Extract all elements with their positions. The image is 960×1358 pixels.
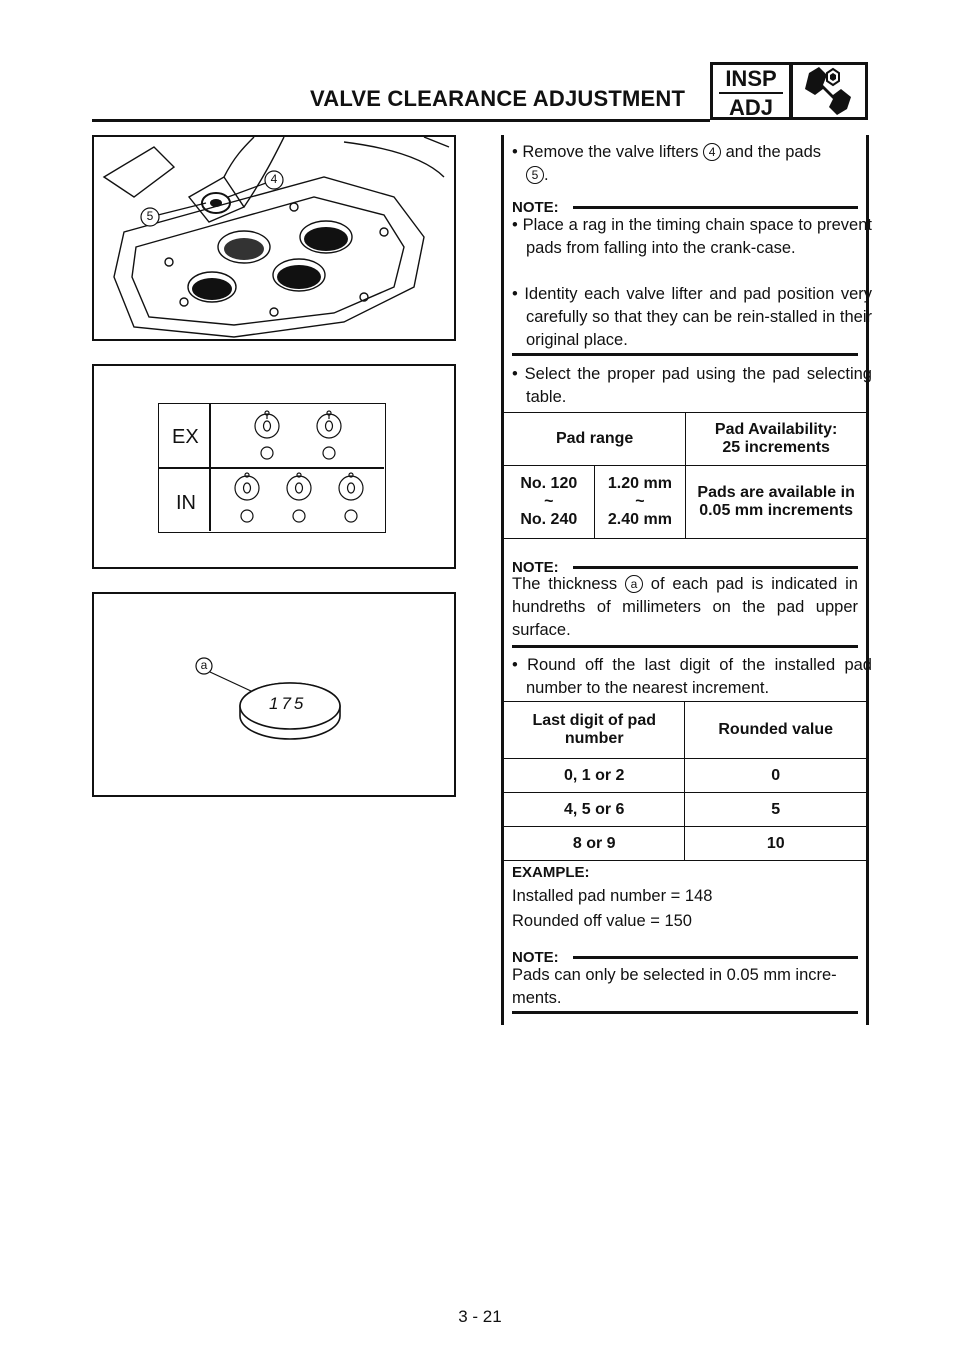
note-thickness-text: The thickness a of each pad is indicated in hundreths of millimeters on the pad upper surface. xyxy=(512,575,858,639)
wrench-icon xyxy=(790,62,868,120)
table-cell-thickness-range: 1.20 mm ~ 2.40 mm xyxy=(594,466,686,539)
step-round-off: • Round off the last digit of the installed pad number to the nearest increment. xyxy=(512,656,872,697)
intake-row-label: IN xyxy=(176,492,196,514)
tab-label-insp: INSP xyxy=(719,67,783,94)
note-end-rule xyxy=(512,645,858,648)
page-title: VALVE CLEARANCE ADJUSTMENT xyxy=(310,86,686,111)
note-heading: NOTE: xyxy=(512,559,858,576)
tab-label-adj: ADJ xyxy=(728,95,773,120)
ref-5: 5 xyxy=(526,166,544,184)
example-label: EXAMPLE: xyxy=(512,864,590,881)
cylinder-head-illustration xyxy=(94,137,454,339)
table-row: 8 or 9 10 xyxy=(504,827,867,861)
table-header-last-digit: Last digit of pad number xyxy=(504,702,685,759)
table-header-pad-range: Pad range xyxy=(504,413,686,466)
note-heading: NOTE: xyxy=(512,949,858,966)
valve-positions-illustration xyxy=(211,406,383,530)
pad-number: 175 xyxy=(269,694,307,713)
column-rule-left xyxy=(501,135,504,1025)
table-header-availability: Pad Availability: 25 increments xyxy=(686,413,867,466)
table-cell-pad-number-range: No. 120 ~ No. 240 xyxy=(504,466,595,539)
rounding-table xyxy=(503,701,867,861)
step-remove-lifters: • Remove the valve lifters 4 and the pads 5 . xyxy=(512,143,822,184)
pad-position-figure xyxy=(92,364,456,569)
table-row: 4, 5 or 6 5 xyxy=(504,793,867,827)
note-end-rule xyxy=(512,1011,858,1014)
example-line-installed: Installed pad number = 148 xyxy=(512,887,713,905)
callout-a: a xyxy=(200,658,208,672)
example-line-rounded: Rounded off value = 150 xyxy=(512,912,692,930)
callout-5: 5 xyxy=(146,209,154,223)
page-number: 3 - 21 xyxy=(458,1307,502,1326)
ref-a: a xyxy=(625,575,643,593)
header-rule xyxy=(92,119,710,122)
pad-thickness-figure xyxy=(92,592,456,797)
pad-range-table xyxy=(503,412,867,539)
table-cell-increment: Pads are available in 0.05 mm increments xyxy=(686,466,867,539)
exhaust-row-label: EX xyxy=(172,426,199,448)
step-select-pad: • Select the proper pad using the pad selecting table. xyxy=(512,365,872,406)
note-end-rule xyxy=(512,353,858,356)
note-heading: NOTE: xyxy=(512,199,858,216)
callout-4: 4 xyxy=(270,172,278,186)
section-tab xyxy=(710,62,792,120)
table-row: 0, 1 or 2 0 xyxy=(504,759,867,793)
note-item-rag: • Place a rag in the timing chain space to prevent pads from falling into the crank-case. xyxy=(512,216,872,257)
ref-4: 4 xyxy=(703,143,721,161)
pad-position-grid xyxy=(158,403,386,533)
note-increment-text: Pads can only be selected in 0.05 mm incre-ments. xyxy=(512,966,837,1007)
note-item-identify: • Identity each valve lifter and pad position very carefully so that they can be rein-stalled in their original place. xyxy=(512,285,872,349)
table-header-rounded-value: Rounded value xyxy=(685,702,867,759)
column-rule-right xyxy=(866,135,869,1025)
cylinder-head-figure xyxy=(92,135,456,341)
